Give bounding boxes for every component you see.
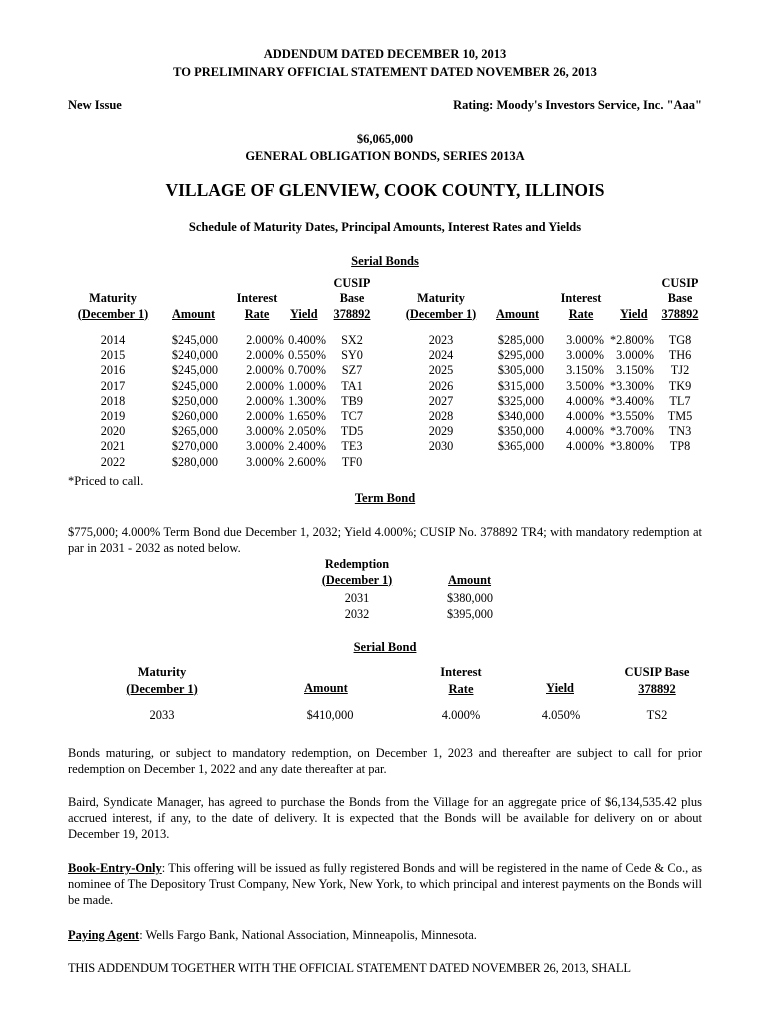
- serial-bond-maturity: 2033: [149, 708, 175, 722]
- table-cell: TD5: [340, 424, 364, 439]
- col-header-yield-right: Yield: [620, 306, 648, 321]
- term-bond-heading: Term Bond: [354, 491, 416, 505]
- col-header-maturity-right: Maturity (December 1): [405, 291, 477, 321]
- table-cell: 2027: [428, 393, 454, 408]
- table-cell: *3.800%: [609, 439, 654, 454]
- table-cell: *3.400%: [609, 393, 654, 408]
- col-header-interest-rate: Interest Rate: [236, 291, 278, 321]
- table-cell: 2.000%: [246, 378, 284, 393]
- table-cell: 2022: [100, 454, 126, 469]
- table-cell: 4.000%: [566, 409, 604, 424]
- term-bond-description: $775,000; 4.000% Term Bond due December 1, 2032; Yield 4.000%; CUSIP No. 378892 TR4; with mandatory redemption at par in 2031 - 2032 as noted below.: [68, 525, 702, 556]
- table-cell: TB9: [341, 393, 363, 408]
- table-cell: 2030: [428, 439, 454, 454]
- table-cell: $350,000: [497, 424, 544, 439]
- table-cell: 2023: [428, 333, 454, 347]
- table-cell: 2.000%: [246, 409, 284, 424]
- table-cell: TA1: [341, 378, 363, 393]
- serial-bonds-heading: Serial Bonds: [351, 254, 419, 268]
- right-rate-column: [548, 333, 604, 455]
- schedule-subtitle: Schedule of Maturity Dates, Principal Amounts, Interest Rates and Yields: [188, 220, 582, 234]
- table-cell: 4.000%: [566, 439, 604, 454]
- table-cell: 2.000%: [246, 363, 284, 378]
- issue-amount: $6,065,000: [356, 132, 414, 146]
- call-provision-paragraph: Bonds maturing, or subject to mandatory redemption, on December 1, 2023 and thereafter are subject to call for prior redemption on December 1, 2022 and any date thereafter at par.: [68, 746, 702, 777]
- table-cell: $250,000: [171, 393, 218, 408]
- table-cell: $325,000: [497, 393, 544, 408]
- table-cell: 2032: [344, 607, 370, 621]
- baird-paragraph: Baird, Syndicate Manager, has agreed to purchase the Bonds from the Village for an aggregate price of $6,134,535.42 plus accrued interest, if any, to the date of delivery. It is expected that the Bonds will be available for delivery on or about December 19, 2013.: [68, 795, 702, 842]
- table-cell: 2.600%: [288, 454, 326, 469]
- serial-bond-yield-header: Yield: [546, 680, 575, 695]
- serial-bond-amount: $410,000: [306, 708, 354, 722]
- table-cell: 0.400%: [288, 333, 326, 347]
- table-cell: *2.800%: [609, 333, 654, 347]
- table-cell: 2.050%: [288, 424, 326, 439]
- table-cell: 2019: [100, 409, 126, 424]
- redemption-amounts: [436, 590, 504, 622]
- serial-bond-rate: 4.000%: [441, 708, 481, 722]
- serial-bond-cusip: TS2: [646, 708, 668, 722]
- serial-bond-maturity-header: Maturity (December 1): [126, 665, 198, 696]
- table-cell: SY0: [341, 348, 363, 363]
- redemption-header: Redemption (December 1): [321, 557, 393, 587]
- table-cell: TJ2: [670, 363, 690, 378]
- serial-bond-cusip-header: CUSIP Base 378892: [624, 665, 690, 696]
- book-entry-label: Book-Entry-Only: [68, 861, 162, 875]
- right-amount-column: [476, 333, 544, 455]
- table-cell: TL7: [669, 393, 691, 408]
- col-header-yield: Yield: [290, 306, 318, 321]
- table-cell: 2028: [428, 409, 454, 424]
- table-cell: $240,000: [171, 348, 218, 363]
- table-cell: *3.700%: [609, 424, 654, 439]
- table-cell: 2020: [100, 424, 126, 439]
- table-cell: $315,000: [497, 378, 544, 393]
- table-cell: 2025: [428, 363, 454, 378]
- table-cell: 2026: [428, 378, 454, 393]
- serial-bond-rate-header: Interest Rate: [440, 665, 482, 696]
- table-cell: 2.400%: [288, 439, 326, 454]
- table-cell: 2029: [428, 424, 454, 439]
- table-cell: 3.000%: [616, 348, 654, 363]
- table-cell: 2.000%: [246, 348, 284, 363]
- right-maturity-column: [408, 333, 474, 455]
- serial-bond-amount-header: Amount: [304, 680, 348, 695]
- table-cell: TE3: [341, 439, 363, 454]
- table-cell: $365,000: [497, 439, 544, 454]
- table-cell: 3.000%: [246, 439, 284, 454]
- table-cell: TM5: [667, 409, 693, 424]
- table-cell: $285,000: [497, 333, 544, 347]
- left-rate-column: [224, 333, 284, 470]
- table-cell: $260,000: [171, 409, 218, 424]
- table-cell: TF0: [341, 454, 363, 469]
- table-cell: SZ7: [341, 363, 363, 378]
- table-cell: 3.500%: [566, 378, 604, 393]
- paying-agent-paragraph: Paying Agent: Wells Fargo Bank, National Association, Minneapolis, Minnesota.: [68, 928, 477, 942]
- table-cell: 3.000%: [246, 424, 284, 439]
- table-cell: 2015: [100, 348, 126, 363]
- table-cell: 2031: [344, 591, 370, 605]
- serial-bond-yield: 4.050%: [541, 708, 581, 722]
- table-cell: TP8: [669, 439, 691, 454]
- right-yield-column: [600, 333, 654, 455]
- table-cell: $245,000: [171, 378, 218, 393]
- table-cell: $270,000: [171, 439, 218, 454]
- table-cell: 2014: [100, 333, 126, 347]
- final-statement-line: THIS ADDENDUM TOGETHER WITH THE OFFICIAL STATEMENT DATED NOVEMBER 26, 2013, SHALL: [68, 961, 631, 975]
- preliminary-statement-title: TO PRELIMINARY OFFICIAL STATEMENT DATED NOVEMBER 26, 2013: [173, 65, 597, 79]
- table-cell: 2018: [100, 393, 126, 408]
- table-cell: $295,000: [497, 348, 544, 363]
- rating-label: Rating: Moody's Investors Service, Inc. "Aaa": [453, 98, 702, 112]
- col-header-cusip-right: CUSIP Base 378892: [661, 275, 699, 321]
- right-cusip-column: [660, 333, 700, 455]
- left-yield-column: [280, 333, 326, 470]
- table-cell: $380,000: [446, 591, 494, 605]
- table-cell: $245,000: [171, 333, 218, 347]
- table-cell: TN3: [668, 424, 692, 439]
- table-cell: $340,000: [497, 409, 544, 424]
- redemption-years: [320, 590, 394, 622]
- addendum-title: ADDENDUM DATED DECEMBER 10, 2013: [263, 47, 507, 61]
- table-cell: 2017: [100, 378, 126, 393]
- table-cell: TG8: [668, 333, 692, 347]
- table-cell: 2021: [100, 439, 126, 454]
- table-cell: TC7: [341, 409, 363, 424]
- table-cell: $395,000: [446, 607, 494, 621]
- table-cell: 3.000%: [566, 348, 604, 363]
- col-header-amount-right: Amount: [496, 306, 540, 321]
- book-entry-paragraph: Book-Entry-Only: This offering will be issued as fully registered Bonds and will be registered in the name of Cede & Co., as nominee of The Depository Trust Company, New York, New York, to which principal and interest payments on the Bonds will be made.: [68, 861, 702, 908]
- col-header-amount: Amount: [172, 306, 216, 321]
- table-cell: 0.700%: [288, 363, 326, 378]
- table-cell: TK9: [668, 378, 692, 393]
- issuer-title: VILLAGE OF GLENVIEW, COOK COUNTY, ILLINOIS: [165, 180, 605, 200]
- table-cell: 3.000%: [566, 333, 604, 347]
- table-cell: 4.000%: [566, 393, 604, 408]
- table-cell: 1.650%: [288, 409, 326, 424]
- col-header-cusip: CUSIP Base 378892: [333, 275, 371, 321]
- table-cell: SX2: [341, 333, 363, 347]
- serial-bond-heading: Serial Bond: [353, 640, 417, 654]
- bond-series-title: GENERAL OBLIGATION BONDS, SERIES 2013A: [245, 149, 525, 163]
- table-cell: 1.300%: [288, 393, 326, 408]
- table-cell: TH6: [668, 348, 692, 363]
- new-issue-label: New Issue: [68, 98, 122, 112]
- table-cell: 0.550%: [288, 348, 326, 363]
- paying-agent-label: Paying Agent: [68, 928, 140, 942]
- left-cusip-column: [332, 333, 372, 470]
- table-cell: $280,000: [171, 454, 218, 469]
- table-cell: 4.000%: [566, 424, 604, 439]
- table-cell: $245,000: [171, 363, 218, 378]
- table-cell: 2016: [100, 363, 126, 378]
- table-cell: 3.150%: [616, 363, 654, 378]
- table-cell: 1.000%: [288, 378, 326, 393]
- table-cell: 2.000%: [246, 393, 284, 408]
- left-maturity-column: [80, 333, 146, 470]
- table-cell: $265,000: [171, 424, 218, 439]
- col-header-maturity: Maturity (December 1): [77, 291, 149, 321]
- table-cell: 3.150%: [566, 363, 604, 378]
- priced-to-call-footnote: *Priced to call.: [68, 474, 144, 488]
- table-cell: 2024: [428, 348, 454, 363]
- table-cell: 2.000%: [246, 333, 284, 347]
- left-amount-column: [150, 333, 218, 470]
- table-cell: $305,000: [497, 363, 544, 378]
- table-cell: *3.550%: [609, 409, 654, 424]
- table-cell: *3.300%: [609, 378, 654, 393]
- col-header-interest-rate-right: Interest Rate: [560, 291, 602, 321]
- table-cell: 3.000%: [246, 454, 284, 469]
- redemption-amount-header: Amount: [448, 572, 492, 587]
